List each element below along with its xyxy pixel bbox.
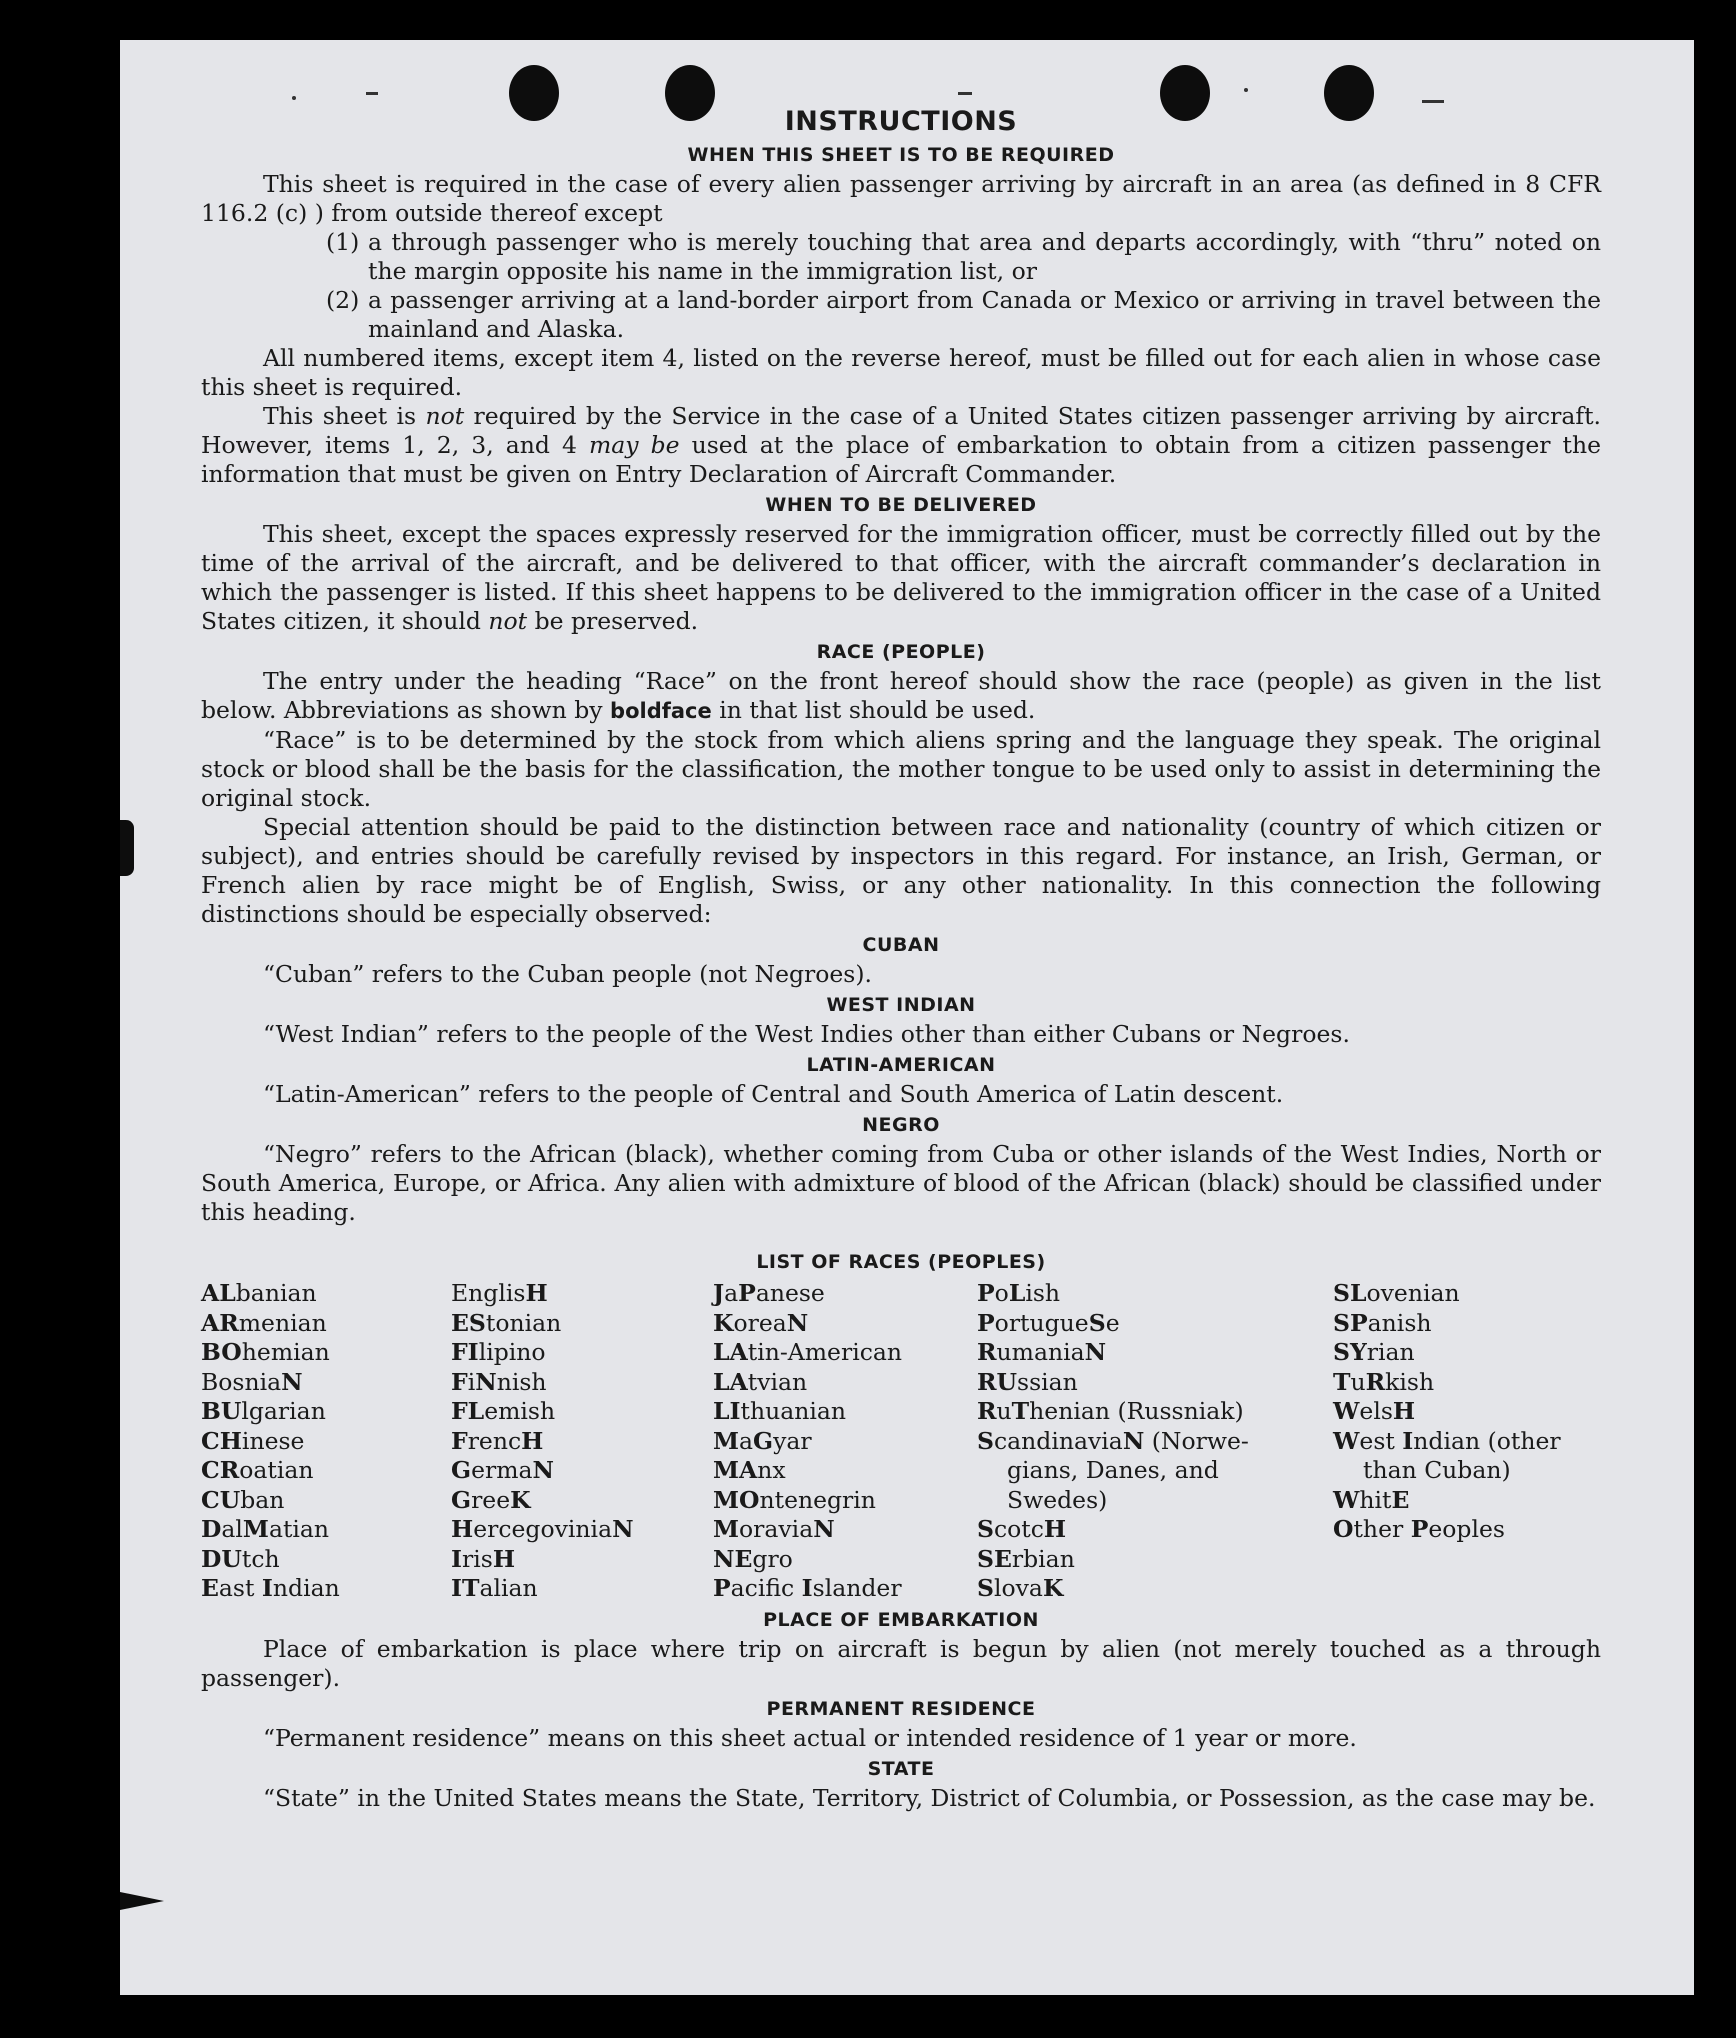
race-item: ITalian bbox=[451, 1574, 538, 1602]
races-column bbox=[201, 1279, 451, 1604]
paragraph: This sheet is required in the case of every alien passenger arriving by aircraft in an area (as defined in 8 CFR 116.2 (c) ) from outside thereof except bbox=[201, 170, 1601, 227]
race-item: TuRkish bbox=[1333, 1367, 1435, 1396]
race-item: MAnx bbox=[713, 1456, 786, 1484]
speck bbox=[366, 92, 378, 95]
heading-list-of-races: LIST OF RACES (PEOPLES) bbox=[756, 1251, 1046, 1273]
race-item: BOhemian bbox=[201, 1338, 330, 1366]
numbered-item bbox=[201, 228, 1601, 286]
speck bbox=[1244, 88, 1248, 92]
paragraph: “Cuban” refers to the Cuban people (not Negroes). bbox=[263, 960, 873, 988]
paragraph bbox=[201, 520, 1601, 636]
race-item: EnglisH bbox=[451, 1279, 548, 1307]
race-item: MoraviaN bbox=[713, 1515, 835, 1543]
race-item: DUtch bbox=[201, 1544, 280, 1573]
race-item: MaGyar bbox=[713, 1426, 812, 1455]
paragraph: “Race” is to be determined by the stock from which aliens spring and the language they speak. The original stock or blood shall be the basis for the classification, the mother tongue to be used only to assist in determining the original stock. bbox=[201, 726, 1601, 812]
speck bbox=[292, 96, 296, 100]
race-item: CUban bbox=[201, 1485, 285, 1514]
race-item: FrencH bbox=[451, 1426, 544, 1455]
races-column bbox=[451, 1279, 713, 1604]
race-item: BUlgarian bbox=[201, 1397, 326, 1425]
races-column bbox=[1333, 1279, 1601, 1604]
text-run: not bbox=[488, 607, 528, 635]
paragraph: Place of embarkation is place where trip on aircraft is begun by alien (not merely touched as a through passenger). bbox=[201, 1634, 1601, 1692]
race-item: KoreaN bbox=[713, 1308, 809, 1337]
race-item: MOntenegrin bbox=[713, 1485, 876, 1514]
page-title: INSTRUCTIONS bbox=[784, 106, 1018, 137]
item-number: (2) bbox=[326, 286, 360, 314]
edge-mark bbox=[120, 820, 134, 876]
text-run: be preserved. bbox=[527, 607, 699, 635]
races-list bbox=[201, 1279, 1601, 1604]
race-item: PortugueSe bbox=[977, 1308, 1120, 1337]
heading-cuban: CUBAN bbox=[862, 934, 940, 956]
race-item: SlovaK bbox=[977, 1574, 1064, 1602]
race-item: RuThenian (Russniak) bbox=[977, 1397, 1244, 1425]
text-run: in that list should be used. bbox=[711, 696, 1036, 724]
race-item: FLemish bbox=[451, 1397, 556, 1425]
race-item: LAtin-American bbox=[713, 1338, 903, 1366]
heading-when-delivered: WHEN TO BE DELIVERED bbox=[765, 494, 1037, 516]
heading-latin-american: LATIN-AMERICAN bbox=[806, 1054, 996, 1076]
numbered-item bbox=[201, 286, 1601, 344]
race-item: RumaniaN bbox=[977, 1338, 1107, 1366]
race-item: GreeK bbox=[451, 1485, 531, 1514]
paragraph: “West Indian” refers to the people of the West Indies other than either Cubans or Negroes. bbox=[263, 1020, 1350, 1048]
heading-west-indian: WEST INDIAN bbox=[826, 994, 976, 1016]
race-item: JaPanese bbox=[713, 1279, 825, 1307]
heading-state: STATE bbox=[867, 1757, 935, 1780]
item-text: a passenger arriving at a land-border airport from Canada or Mexico or arriving in travel between the mainland and Alaska. bbox=[368, 286, 1601, 343]
race-item: NEgro bbox=[713, 1544, 793, 1573]
text-run: used at the place of embarkation to obtain from a citizen passenger the information that must be given on Entry Declaration of Aircraft Commander. bbox=[201, 431, 1601, 488]
race-item: Pacific Islander bbox=[713, 1574, 902, 1602]
race-item: SErbian bbox=[977, 1544, 1075, 1573]
race-item: GermaN bbox=[451, 1456, 554, 1484]
heading-negro: NEGRO bbox=[862, 1114, 940, 1136]
heading-embarkation: PLACE OF EMBARKATION bbox=[763, 1608, 1039, 1631]
paragraph bbox=[201, 402, 1601, 489]
race-item: LIthuanian bbox=[713, 1397, 847, 1425]
races-column bbox=[977, 1279, 1333, 1604]
speck bbox=[1422, 100, 1444, 103]
paragraph: “State” in the United States means the State, Territory, District of Columbia, or Possession, as the case may be. bbox=[263, 1783, 1596, 1812]
paragraph: “Negro” refers to the African (black), whether coming from Cuba or other islands of the West Indies, North or South America, Europe, or Africa. Any alien with admixture of blood of the African (black) should be classified under this heading. bbox=[201, 1140, 1601, 1226]
paragraph: Special attention should be paid to the distinction between race and nationality (country of which citizen or subject), and entries should be carefully revised by inspectors in this regard. For instance, an Irish, German, or French alien by race might be of English, Swiss, or any other nationality. In this connection the following distinctions should be especially observed: bbox=[201, 813, 1601, 928]
race-item: WhitE bbox=[1333, 1485, 1410, 1514]
race-item: SYrian bbox=[1333, 1338, 1415, 1366]
race-item: DalMatian bbox=[201, 1515, 330, 1543]
race-item: ALbanian bbox=[201, 1279, 317, 1307]
paragraph bbox=[201, 667, 1601, 726]
race-item: FiNnish bbox=[451, 1367, 547, 1396]
text-run: This sheet, except the spaces expressly reserved for the immigration officer, must be correctly filled out by the time of the arrival of the aircraft, and be delivered to that officer, with the aircraft commander’s declaration in which the passenger is listed. If this sheet happens to be delivered to the immigration officer in the case of a United States citizen, it should bbox=[201, 520, 1601, 635]
arrow-mark bbox=[120, 1892, 164, 1910]
document-sheet bbox=[120, 40, 1694, 1995]
race-item: ScotcH bbox=[977, 1515, 1067, 1543]
item-text: a through passenger who is merely touching that area and departs accordingly, with “thru” noted on the margin opposite his name in the immigration list, or bbox=[368, 228, 1601, 285]
race-item: LAtvian bbox=[713, 1367, 808, 1396]
paragraph: All numbered items, except item 4, listed on the reverse hereof, must be filled out for each alien in whose case this sheet is required. bbox=[201, 344, 1601, 401]
race-item: SPanish bbox=[1333, 1308, 1432, 1337]
instructions-content bbox=[201, 105, 1601, 1813]
heading-when-required: WHEN THIS SHEET IS TO BE REQUIRED bbox=[687, 144, 1115, 166]
race-item: West Indian (other than Cuban) bbox=[1333, 1426, 1561, 1484]
paragraph: “Permanent residence” means on this sheet actual or intended residence of 1 year or more. bbox=[263, 1723, 1357, 1752]
race-item: East Indian bbox=[201, 1574, 340, 1602]
race-item: ARmenian bbox=[201, 1308, 327, 1337]
speck bbox=[958, 92, 972, 95]
text-run: required by the Service in the case of a United States citizen passenger arriving by aircraft. However, items 1, 2, 3, and 4 bbox=[201, 402, 1601, 459]
race-item: RUssian bbox=[977, 1367, 1078, 1396]
race-item: EStonian bbox=[451, 1308, 562, 1337]
text-run: may be bbox=[588, 431, 680, 459]
heading-permanent-residence: PERMANENT RESIDENCE bbox=[766, 1697, 1036, 1720]
race-item: CHinese bbox=[201, 1426, 305, 1455]
race-item: IrisH bbox=[451, 1544, 516, 1573]
text-run: boldface bbox=[610, 699, 712, 723]
race-item: WelsH bbox=[1333, 1397, 1416, 1425]
race-item: CRoatian bbox=[201, 1456, 314, 1484]
races-column bbox=[713, 1279, 977, 1604]
race-item: HercegoviniaN bbox=[451, 1515, 634, 1543]
text-run: The entry under the heading “Race” on the front hereof should show the race (people) as given in the list below. Abbreviations as shown by bbox=[201, 667, 1601, 724]
text-run: not bbox=[425, 402, 465, 430]
race-item: BosniaN bbox=[201, 1367, 303, 1396]
item-number: (1) bbox=[326, 228, 360, 256]
race-item: PoLish bbox=[977, 1279, 1061, 1307]
race-item: FIlipino bbox=[451, 1338, 546, 1366]
race-item: Other Peoples bbox=[1333, 1515, 1505, 1543]
paragraph: “Latin-American” refers to the people of Central and South America of Latin descent. bbox=[263, 1080, 1284, 1108]
race-item: SLovenian bbox=[1333, 1279, 1460, 1307]
heading-race: RACE (PEOPLE) bbox=[816, 641, 986, 663]
text-run: This sheet is bbox=[263, 402, 426, 430]
race-item: ScandinaviaN (Norwe- gians, Danes, and Swedes) bbox=[977, 1426, 1249, 1514]
